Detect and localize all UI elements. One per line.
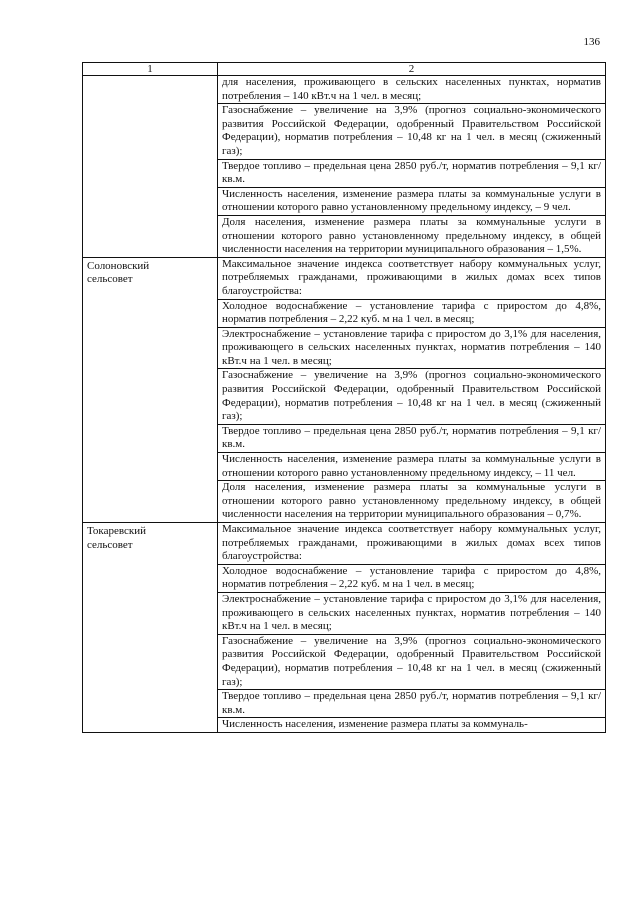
list-item: Газоснабжение – увеличение на 3,9% (прогноз социально-экономического развития Российской Федерации, одобренный Правительством Российской Федерации), норматив потребления – 10,48 кг на 1 чел. в месяц (сжиженный газ); xyxy=(218,635,605,690)
municipality-name-cell xyxy=(83,523,218,733)
list-item: Твердое топливо – предельная цена 2850 руб./т, норматив потребления – 9,1 кг/кв.м. xyxy=(218,690,605,718)
list-item: Доля населения, изменение размера платы за коммунальные услуги в отношении которого равно установленному предельному индексу, в общей численности населения на территории муниципального образования – 1,5%. xyxy=(222,215,601,256)
list-item: Газоснабжение – увеличение на 3,9% (прогноз социально-экономического развития Российской Федерации, одобренный Правительством Российской Федерации), норматив потребления – 10,48 кг на 1 чел. в месяц (сжиженный газ); xyxy=(218,104,605,159)
page-number: 136 xyxy=(583,36,600,48)
index-description-cell xyxy=(218,76,606,258)
municipality-name-line: Солоновский xyxy=(87,259,150,272)
list-item: Электроснабжение – установление тарифа с приростом до 3,1% для населения, проживающего в сельских населенных пунктах, норматив потребления – 140 кВт.ч на 1 чел. в месяц; xyxy=(218,328,605,370)
municipality-name-line: сельсовет xyxy=(87,538,133,551)
table-row xyxy=(83,523,606,733)
list-item: Холодное водоснабжение – установление тарифа с приростом до 4,8%, норматив потребления – 2,22 куб. м на 1 чел. в месяц; xyxy=(218,565,605,593)
list-item: Численность населения, изменение размера платы за коммунальные услуги в отношении которого равно установленному предельному индексу, – 9 чел. xyxy=(218,188,605,216)
table-row xyxy=(83,76,606,258)
index-description-cell xyxy=(218,257,606,522)
list-item: Газоснабжение – увеличение на 3,9% (прогноз социально-экономического развития Российской Федерации, одобренный Правительством Российской Федерации), норматив потребления – 10,48 кг на 1 чел. в месяц (сжиженный газ); xyxy=(218,369,605,424)
index-description-cell xyxy=(218,523,606,733)
list-item: Электроснабжение – установление тарифа с приростом до 3,1% для населения, проживающего в сельских населенных пунктах, норматив потребления – 140 кВт.ч на 1 чел. в месяц; xyxy=(218,593,605,635)
municipality-name-line: сельсовет xyxy=(87,273,133,286)
list-item: Доля населения, изменение размера платы за коммунальные услуги в отношении которого равно установленному предельному индексу, в общей численности населения на территории муниципального образования – 0,7%. xyxy=(222,481,601,521)
list-item: Максимальное значение индекса соответствует набору коммунальных услуг, потребляемых гражданами, проживающими в жилых домах всех типов благоустройства: xyxy=(218,258,605,300)
list-item: Численность населения, изменение размера платы за коммуналь- xyxy=(222,718,528,731)
table-row xyxy=(83,257,606,522)
table-header-row xyxy=(83,63,606,76)
list-item: Твердое топливо – предельная цена 2850 руб./т, норматив потребления – 9,1 кг/кв.м. xyxy=(218,160,605,188)
column-header-2: 2 xyxy=(218,63,606,76)
list-item: Максимальное значение индекса соответствует набору коммунальных услуг, потребляемых гражданами, проживающими в жилых домах всех типов благоустройства: xyxy=(218,523,605,565)
municipality-name-line: Токаревский xyxy=(87,525,146,537)
municipality-name-cell xyxy=(83,257,218,522)
list-item: для населения, проживающего в сельских населенных пунктах, норматив потребления – 140 кВт.ч на 1 чел. в месяц; xyxy=(218,76,605,104)
column-header-1: 1 xyxy=(83,63,218,76)
municipality-name-cell xyxy=(83,76,218,258)
list-item: Численность населения, изменение размера платы за коммунальные услуги в отношении которого равно установленному предельному индексу, – 11 чел. xyxy=(218,453,605,481)
list-item: Твердое топливо – предельная цена 2850 руб./т, норматив потребления – 9,1 кг/кв.м. xyxy=(218,425,605,453)
list-item: Холодное водоснабжение – установление тарифа с приростом до 4,8%, норматив потребления – 2,22 куб. м на 1 чел. в месяц; xyxy=(218,300,605,328)
municipal-index-table xyxy=(82,62,606,733)
